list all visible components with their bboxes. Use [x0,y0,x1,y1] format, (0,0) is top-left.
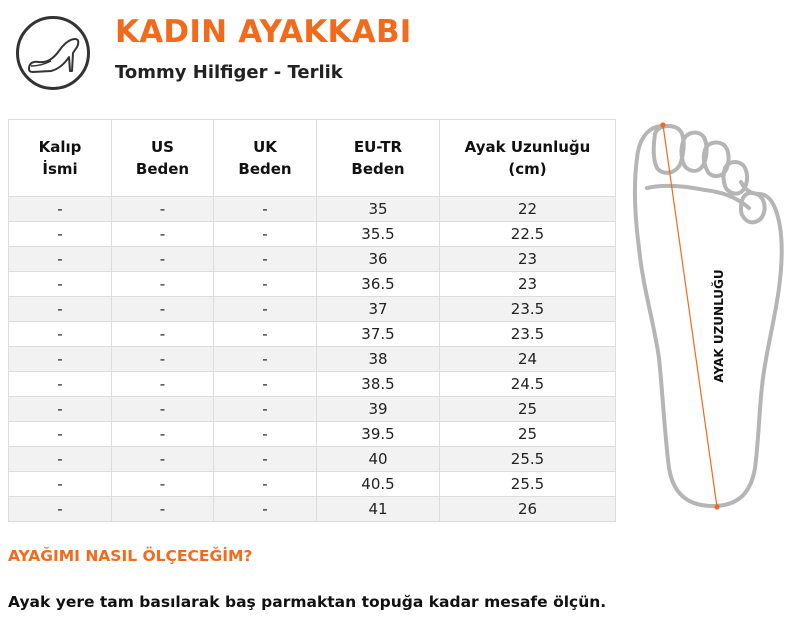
table-cell: 40 [317,447,440,472]
column-header [317,120,440,197]
column-header-line: Beden [351,160,405,178]
column-header-line: İsmi [42,160,78,178]
table-cell: 36 [317,247,440,272]
table-cell: 37 [317,297,440,322]
table-cell: - [214,397,317,422]
table-cell: - [112,372,214,397]
foot-length-label: AYAK UZUNLUĞU [712,269,726,383]
table-cell: 24 [440,347,616,372]
table-row [9,297,616,322]
table-row [9,372,616,397]
table-header-row [9,120,616,197]
column-header [440,120,616,197]
table-cell: - [112,347,214,372]
table-cell: - [9,247,112,272]
table-cell: - [9,347,112,372]
table-cell: - [112,447,214,472]
table-cell: - [112,472,214,497]
column-header-line: Kalıp [38,138,82,156]
column-header [112,120,214,197]
table-body [9,197,616,522]
table-row [9,422,616,447]
table-row [9,247,616,272]
table-cell: - [214,422,317,447]
page-title: KADIN AYAKKABI [115,14,412,50]
column-header-line: Ayak Uzunluğu [464,138,591,156]
table-cell: - [112,322,214,347]
column-header-line: US [151,138,174,156]
measure-line [660,122,719,509]
table-cell: - [9,497,112,522]
table-cell: - [214,447,317,472]
table-cell: - [112,222,214,247]
column-header-line: EU-TR [353,138,403,156]
column-header-line: UK [253,138,277,156]
table-cell: - [214,197,317,222]
page-subtitle: Tommy Hilfiger - Terlik [115,62,343,83]
table-row [9,222,616,247]
size-table [8,119,616,522]
high-heel-shoe-icon [19,19,87,87]
howto-text: Ayak yere tam basılarak baş parmaktan topuğa kadar mesafe ölçün. [8,593,607,611]
table-cell: 35.5 [317,222,440,247]
table-cell: - [214,297,317,322]
table-cell: 25.5 [440,472,616,497]
table-cell: - [112,272,214,297]
table-cell: - [112,422,214,447]
table-cell: 25 [440,422,616,447]
table-row [9,397,616,422]
table-cell: - [9,197,112,222]
table-row [9,472,616,497]
table-cell: 25.5 [440,447,616,472]
column-header [9,120,112,197]
table-row [9,197,616,222]
table-cell: - [9,447,112,472]
table-cell: 26 [440,497,616,522]
table-cell: 38.5 [317,372,440,397]
column-header-line: Beden [135,160,190,178]
table-cell: 41 [317,497,440,522]
table-cell: 22.5 [440,222,616,247]
table-cell: 36.5 [317,272,440,297]
table-cell: - [9,472,112,497]
table-row [9,347,616,372]
table-cell: 38 [317,347,440,372]
table-cell: - [9,272,112,297]
table-cell: - [9,297,112,322]
column-header [214,120,317,197]
table-cell: 39 [317,397,440,422]
table-cell: - [112,297,214,322]
table-cell: 40.5 [317,472,440,497]
foot-diagram [625,118,795,518]
table-cell: 23 [440,247,616,272]
table-cell: - [112,497,214,522]
table-cell: - [112,247,214,272]
table-cell: 39.5 [317,422,440,447]
table-cell: - [214,347,317,372]
table-cell: 22 [440,197,616,222]
column-header-line: Beden [238,160,292,178]
table-cell: 23.5 [440,322,616,347]
table-cell: 23 [440,272,616,297]
table-row [9,322,616,347]
table-row [9,447,616,472]
table-cell: - [112,197,214,222]
table-cell: - [112,397,214,422]
table-cell: 23.5 [440,297,616,322]
howto-heading: AYAĞIMI NASIL ÖLÇECEĞİM? [8,547,253,565]
table-cell: 24.5 [440,372,616,397]
table-cell: - [9,422,112,447]
table-row [9,272,616,297]
table-cell: - [214,222,317,247]
table-cell: 25 [440,397,616,422]
table-cell: 35 [317,197,440,222]
table-cell: - [214,472,317,497]
table-cell: - [214,247,317,272]
table-row [9,497,616,522]
table-cell: - [214,372,317,397]
table-cell: - [9,397,112,422]
table-cell: - [214,322,317,347]
shoe-logo [16,16,90,90]
table-cell: - [9,372,112,397]
column-header-line: (cm) [508,160,547,178]
table-cell: 37.5 [317,322,440,347]
table-cell: - [9,222,112,247]
table-cell: - [9,322,112,347]
table-cell: - [214,497,317,522]
table-cell: - [214,272,317,297]
